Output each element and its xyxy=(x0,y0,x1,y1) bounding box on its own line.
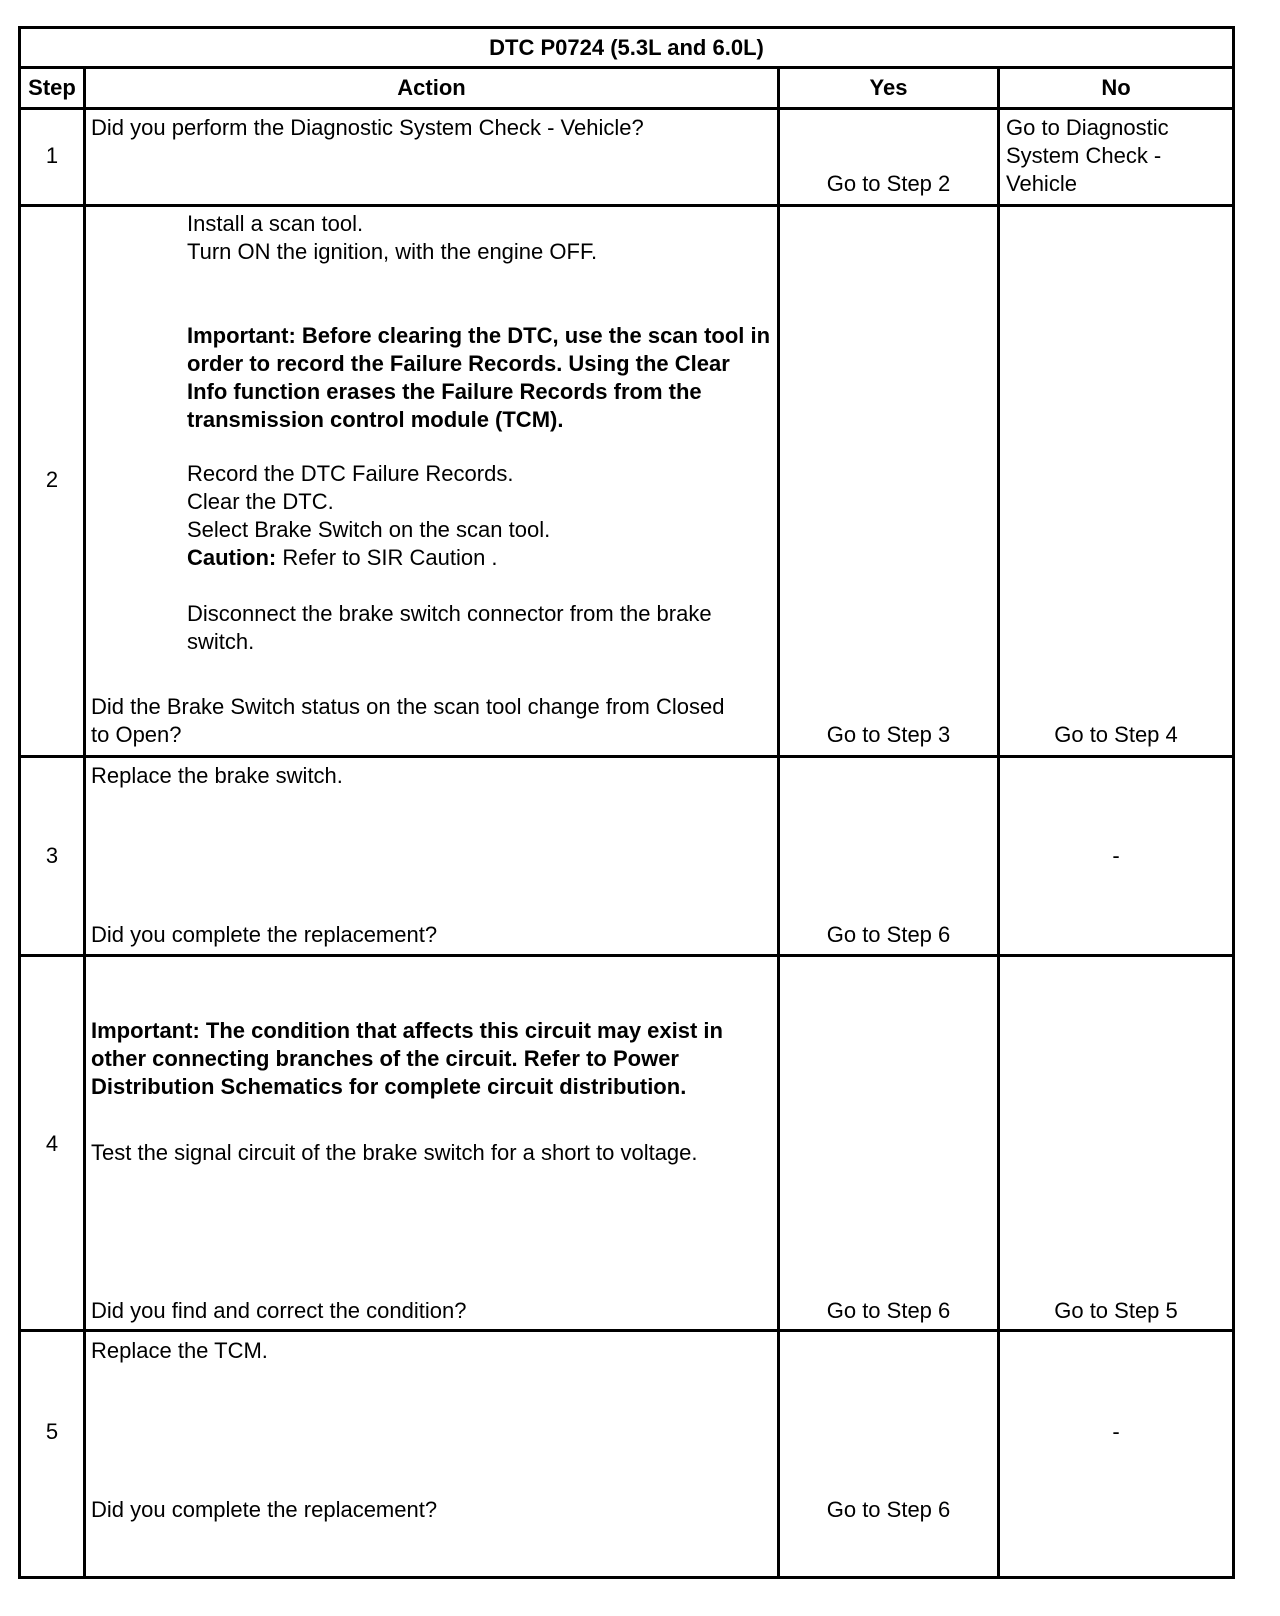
question-text: Did you complete the replacement? xyxy=(91,1497,438,1522)
yes-link[interactable]: Go to Step 3 xyxy=(826,722,951,747)
header-step: Step xyxy=(28,75,76,100)
action-text: Record the DTC Failure Records. xyxy=(187,461,514,486)
action-text: Turn ON the ignition, with the engine OFF. xyxy=(187,239,598,264)
action-text: Test the signal circuit of the brake switch for a short to voltage. xyxy=(91,1140,698,1165)
rule xyxy=(21,1329,1232,1332)
no-link[interactable]: Go to Step 4 xyxy=(1054,722,1178,747)
action-text: Install a scan tool. xyxy=(187,211,364,236)
rule xyxy=(997,69,1000,1576)
step-number: 3 xyxy=(45,843,59,868)
rule xyxy=(21,755,1232,758)
no-link[interactable]: Go to Step 5 xyxy=(1054,1298,1178,1323)
step-number: 2 xyxy=(45,467,59,492)
question-text: Did you complete the replacement? xyxy=(91,922,438,947)
question-text: Did the Brake Switch status on the scan tool change from Closed to Open? xyxy=(91,694,725,747)
yes-link[interactable]: Go to Step 6 xyxy=(826,1298,951,1323)
header-yes: Yes xyxy=(869,75,908,100)
dtc-table xyxy=(18,26,1235,1579)
action-text: Replace the TCM. xyxy=(91,1338,268,1363)
caution-label: Caution: xyxy=(187,545,277,570)
no-link: - xyxy=(1112,843,1120,868)
rule xyxy=(21,204,1232,207)
important-note: Important: Before clearing the DTC, use the scan tool in order to record the Failure Records. Using the Clear Info function erases the Failure Records from the transmission control module (TCM). xyxy=(187,323,771,432)
action-text: Select Brake Switch on the scan tool. xyxy=(187,517,551,542)
important-note: Important: The condition that affects this circuit may exist in other connecting branches of the circuit. Refer to Power Distribution Schematics for complete circuit distribution. xyxy=(91,1018,723,1099)
action-text: Disconnect the brake switch connector from the brake switch. xyxy=(187,601,712,654)
yes-link[interactable]: Go to Step 2 xyxy=(826,171,951,196)
rule xyxy=(21,954,1232,957)
header-no: No xyxy=(1101,75,1131,100)
caution-note xyxy=(187,544,498,572)
header-action: Action xyxy=(397,75,466,100)
action-text: Clear the DTC. xyxy=(187,489,334,514)
yes-link[interactable]: Go to Step 6 xyxy=(826,1497,951,1522)
rule xyxy=(777,69,780,1576)
table-title: DTC P0724 (5.3L and 6.0L) xyxy=(489,35,764,60)
rule xyxy=(21,107,1232,110)
action-text: Replace the brake switch. xyxy=(91,763,343,788)
caution-text: Refer to SIR Caution . xyxy=(282,545,498,570)
step-number: 4 xyxy=(45,1131,59,1156)
rule xyxy=(83,69,86,1576)
question-text: Did you perform the Diagnostic System Check - Vehicle? xyxy=(91,115,644,140)
step-number: 1 xyxy=(45,143,59,168)
question-text: Did you find and correct the condition? xyxy=(91,1298,467,1323)
no-link[interactable]: Go to Diagnostic System Check - Vehicle xyxy=(1006,115,1169,196)
step-number: 5 xyxy=(45,1419,59,1444)
no-link: - xyxy=(1112,1419,1120,1444)
yes-link[interactable]: Go to Step 6 xyxy=(826,922,951,947)
rule xyxy=(21,66,1232,69)
